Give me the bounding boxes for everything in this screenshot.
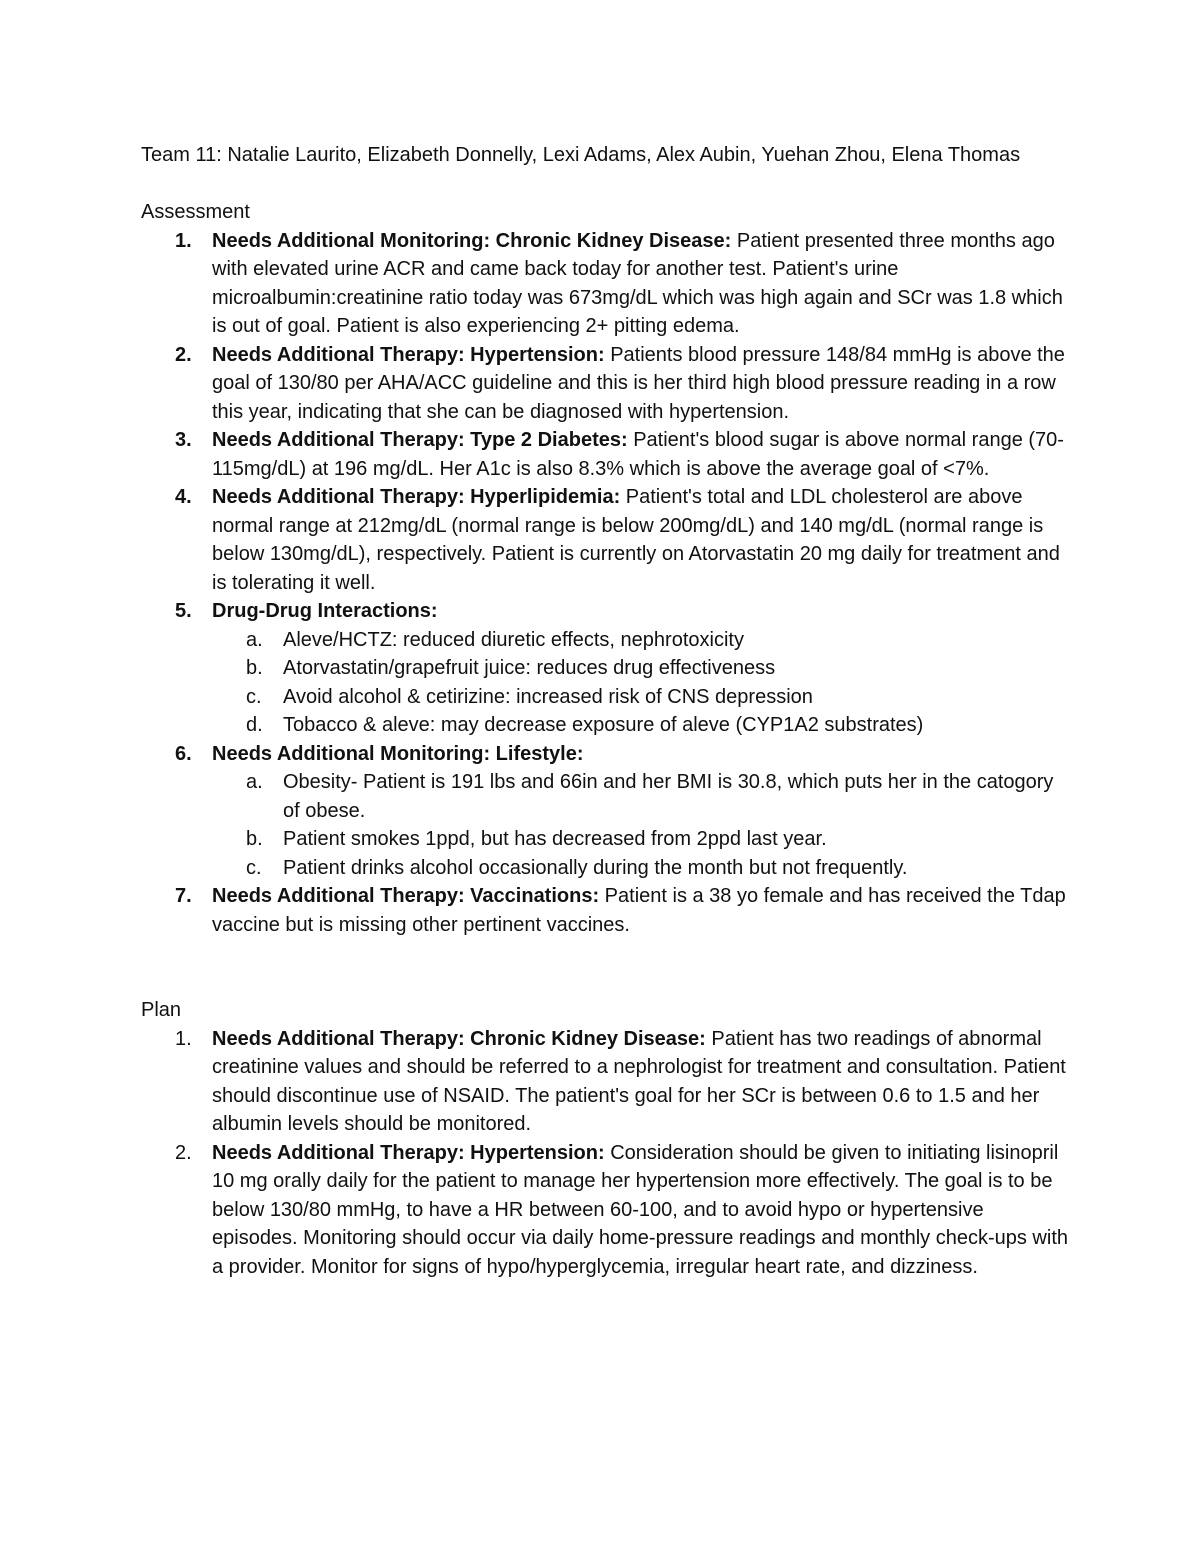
assessment-item	[141, 483, 1071, 597]
sub-item	[212, 626, 1071, 655]
sub-item-letter: d.	[246, 714, 263, 736]
item-lead: Needs Additional Therapy: Type 2 Diabetes:	[212, 429, 628, 451]
sub-item-letter: a.	[246, 628, 263, 651]
sub-item-text: Avoid alcohol & cetirizine: increased risk of CNS depression	[283, 685, 813, 708]
item-text: Consideration should be given to initiating lisinopril 10 mg orally daily for the patient to manage her hypertension more effectively. The goal is to be below 130/80 mmHg, to have a HR between 60-100, and to avoid hypo or hypertensive episodes. Monitoring should occur via daily home-pressure readings and monthly check-ups with a provider. Monitor for signs of hypo/hyperglycemia, irregular heart rate, and dizziness.	[212, 1141, 1068, 1278]
plan-list	[141, 1025, 1071, 1282]
assessment-heading: Assessment	[141, 201, 250, 223]
sub-item	[212, 768, 1071, 825]
sub-item-text: Atorvastatin/grapefruit juice: reduces drug effectiveness	[283, 657, 776, 679]
sub-item-letter: b.	[246, 828, 263, 850]
drug-interactions-sublist	[212, 626, 1071, 740]
spacer	[141, 170, 1071, 199]
assessment-item	[141, 882, 1071, 939]
item-text: Patient has two readings of abnormal creatinine values and should be referred to a nephrologist for treatment and consultation. Patient should discontinue use of NSAID. The patient's goal for her SCr is between 0.6 to 1.5 and her albumin levels should be monitored.	[212, 1027, 1066, 1135]
sub-item-letter: b.	[246, 657, 263, 679]
plan-item	[141, 1025, 1071, 1139]
sub-item	[212, 654, 1071, 683]
item-number: 6.	[175, 742, 192, 765]
item-lead: Needs Additional Monitoring: Lifestyle:	[212, 742, 584, 765]
sub-item	[212, 825, 1071, 854]
sub-item-letter: c.	[246, 856, 262, 879]
item-number: 1.	[175, 1027, 192, 1050]
assessment-item	[141, 227, 1071, 341]
team-members-line: Team 11: Natalie Laurito, Elizabeth Donnelly, Lexi Adams, Alex Aubin, Yuehan Zhou, Elena Thomas	[141, 144, 1021, 166]
sub-item	[212, 711, 1071, 740]
item-text: Patient's total and LDL cholesterol are above normal range at 212mg/dL (normal range is below 200mg/dL) and 140 mg/dL (normal range is below 130mg/dL), respectively. Patient is currently on Atorvastatin 20 mg daily for treatment and is tolerating it well.	[212, 486, 1060, 594]
assessment-item	[141, 341, 1071, 427]
item-number: 7.	[175, 885, 192, 907]
item-text: Patient presented three months ago with elevated urine ACR and came back today for another test. Patient's urine microalbumin:creatinine ratio today was 673mg/dL which was high again and SCr was 1.8 which is out of goal. Patient is also experiencing 2+ pitting edema.	[212, 229, 1063, 337]
item-number: 1.	[175, 229, 192, 252]
item-text: Patients blood pressure 148/84 mmHg is above the goal of 130/80 per AHA/ACC guideline and this is her third high blood pressure reading in a row this year, indicating that she can be diagnosed with hypertension.	[212, 343, 1065, 423]
item-number: 4.	[175, 486, 192, 508]
plan-item	[141, 1139, 1071, 1282]
assessment-item	[141, 740, 1071, 883]
item-lead: Needs Additional Therapy: Chronic Kidney Disease:	[212, 1027, 706, 1050]
sub-item	[212, 854, 1071, 883]
item-text: Patient's blood sugar is above normal range (70-115mg/dL) at 196 mg/dL. Her A1c is also 8.3% which is above the average goal of <7%.	[212, 429, 1064, 480]
sub-item-letter: c.	[246, 685, 262, 708]
item-text: Patient is a 38 yo female and has received the Tdap vaccine but is missing other pertinent vaccines.	[212, 885, 1066, 936]
sub-item-text: Obesity- Patient is 191 lbs and 66in and her BMI is 30.8, which puts her in the catogory of obese.	[283, 771, 1054, 822]
item-number: 2.	[175, 343, 192, 366]
assessment-item	[141, 426, 1071, 483]
item-lead: Drug-Drug Interactions:	[212, 600, 438, 622]
lifestyle-sublist	[212, 768, 1071, 882]
item-lead: Needs Additional Therapy: Hypertension:	[212, 343, 605, 366]
sub-item-letter: a.	[246, 771, 263, 793]
sub-item-text: Aleve/HCTZ: reduced diuretic effects, nephrotoxicity	[283, 628, 744, 651]
item-lead: Needs Additional Monitoring: Chronic Kidney Disease:	[212, 229, 732, 252]
item-number: 2.	[175, 1141, 192, 1164]
assessment-list	[141, 227, 1071, 940]
item-lead: Needs Additional Therapy: Vaccinations:	[212, 885, 600, 907]
item-number: 5.	[175, 600, 192, 622]
item-lead: Needs Additional Therapy: Hyperlipidemia:	[212, 486, 621, 508]
assessment-item	[141, 597, 1071, 740]
item-lead: Needs Additional Therapy: Hypertension:	[212, 1141, 605, 1164]
sub-item-text: Tobacco & aleve: may decrease exposure of aleve (CYP1A2 substrates)	[283, 714, 924, 736]
spacer	[141, 939, 1071, 996]
sub-item-text: Patient drinks alcohol occasionally during the month but not frequently.	[283, 856, 908, 879]
sub-item-text: Patient smokes 1ppd, but has decreased from 2ppd last year.	[283, 828, 827, 850]
item-number: 3.	[175, 429, 192, 451]
sub-item	[212, 683, 1071, 712]
document-body	[141, 141, 1071, 1281]
plan-heading: Plan	[141, 999, 182, 1021]
